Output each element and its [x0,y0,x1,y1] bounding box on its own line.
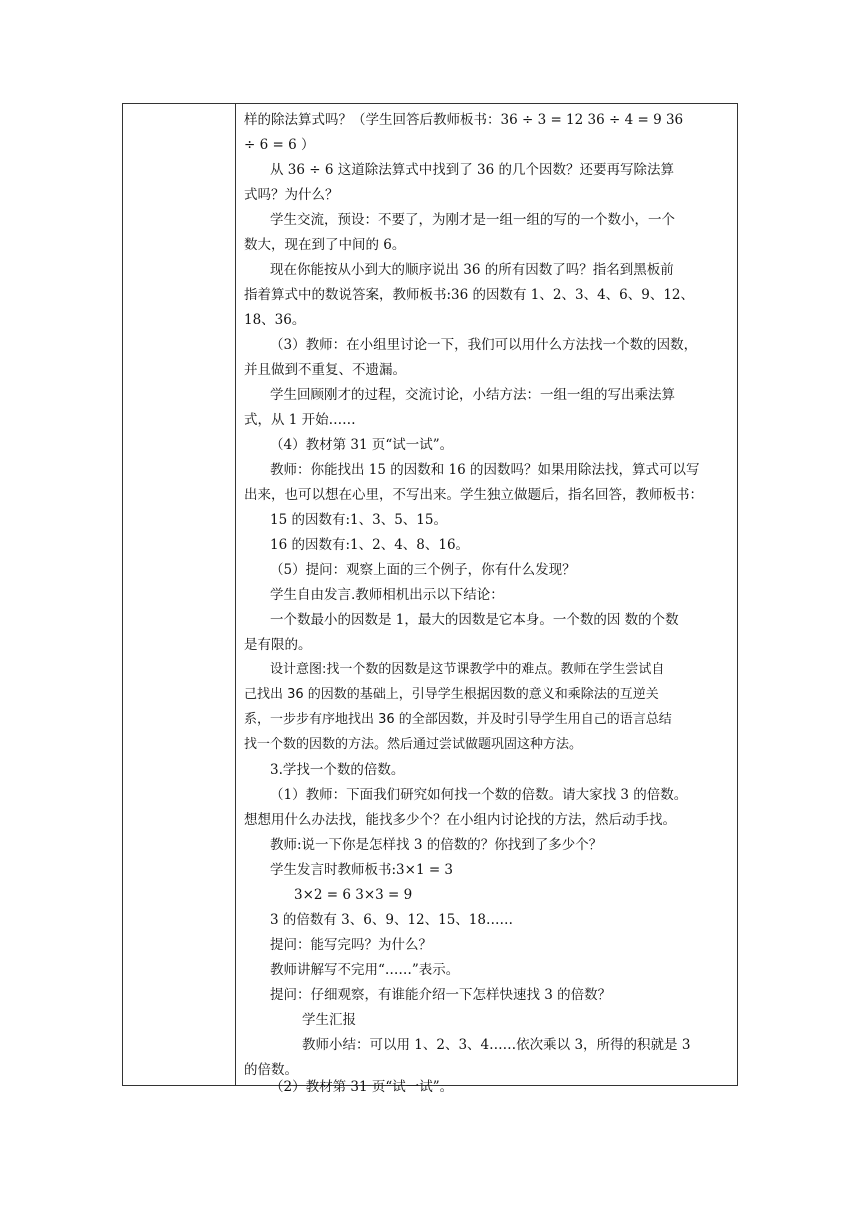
text-line: 3×2 = 6 3×3 = 9 [294,887,413,903]
lesson-table [122,103,738,1095]
text-line: 3.学找一个数的倍数。 [270,762,405,778]
text-line: 是有限的。 [244,637,312,653]
content-cell [236,104,737,1095]
label-column-cell [123,104,236,1085]
text-line: 教师小结：可以用 1、2、3、4……依次乘以 3，所得的积就是 3 [302,1037,691,1053]
text-line: 一个数最小的因数是 1，最大的因数是它本身。一个数的因 数的个数 [270,612,679,628]
text-line: 15 的因数有:1、3、5、15。 [270,512,447,528]
text-line: 式吗？为什么？ [244,187,339,203]
text-line: （1）教师：下面我们研究如何找一个数的倍数。请大家找 3 的倍数。 [270,787,688,803]
text-line: （4）教材第 31 页“试一试”。 [270,437,454,453]
text-line: 出来，也可以想在心里，不写出来。学生独立做题后，指名回答，教师板书： [244,487,703,503]
text-line: 己找出 36 的因数的基础上，引导学生根据因数的意义和乘除法的互逆关 [244,687,659,702]
text-line: 现在你能按从小到大的顺序说出 36 的所有因数了吗？指名到黑板前 [270,262,674,278]
text-line: 16 的因数有:1、2、4、8、16。 [270,537,470,553]
text-line: 学生汇报 [302,1012,356,1028]
text-line: 教师讲解写不完用“……”表示。 [270,962,460,978]
text-line: （3）教师：在小组里讨论一下，我们可以用什么方法找一个数的因数， [270,337,698,353]
text-line: 3 的倍数有 3、6、9、12、15、18…… [270,912,513,928]
text-line: 想想用什么办法找，能找多少个？在小组内讨论找的方法，然后动手找。 [244,812,676,828]
text-line: （2）教材第 31 页“试一试”。 [270,1079,454,1095]
text-line: 系，一步步有序地找出 36 的全部因数，并及时引导学生用自己的语言总结 [244,712,672,727]
text-line: 学生发言时教师板书:3×1 = 3 [270,862,454,878]
text-line: 式，从 1 开始…… [244,412,356,428]
text-line: 设计意图:找一个数的因数是这节课教学中的难点。教师在学生尝试自 [270,662,665,677]
text-line: ÷ 6 = 6 ） [244,137,315,153]
text-line: 指着算式中的数说答案，教师板书:36 的因数有 1、2、3、4、6、9、12、 [244,287,695,303]
text-line: 并且做到不重复、不遗漏。 [244,362,406,378]
text-line: 学生自由发言.教师相机出示以下结论： [270,587,504,603]
text-line: 数大，现在到了中间的 6。 [244,237,406,253]
text-line: 提问：能写完吗？为什么？ [270,937,432,953]
text-line: 的倍数。 [244,1062,298,1078]
text-line: 样的除法算式吗？（学生回答后教师板书：36 ÷ 3 = 12 36 ÷ 4 = 9 36 [244,112,684,128]
text-line: 教师:说一下你是怎样找 3 的倍数的？你找到了多少个？ [270,837,603,853]
text-line: 18、36。 [244,312,306,328]
text-line: 提问：仔细观察，有谁能介绍一下怎样快速找 3 的倍数？ [270,987,612,1003]
text-line: 学生回顾刚才的过程，交流讨论，小结方法：一组一组的写出乘法算 [270,387,675,403]
text-line: 教师：你能找出 15 的因数和 16 的因数吗？如果用除法找，算式可以写 [270,462,700,478]
text-line: 学生交流，预设：不要了，为刚才是一组一组的写的一个数小，一个 [270,212,675,228]
text-line: （5）提问：观察上面的三个例子，你有什么发现？ [270,562,576,578]
text-line: 找一个数的因数的方法。然后通过尝试做题巩固这种方法。 [244,737,583,752]
text-line: 从 36 ÷ 6 这道除法算式中找到了 36 的几个因数？还要再写除法算 [270,162,675,178]
